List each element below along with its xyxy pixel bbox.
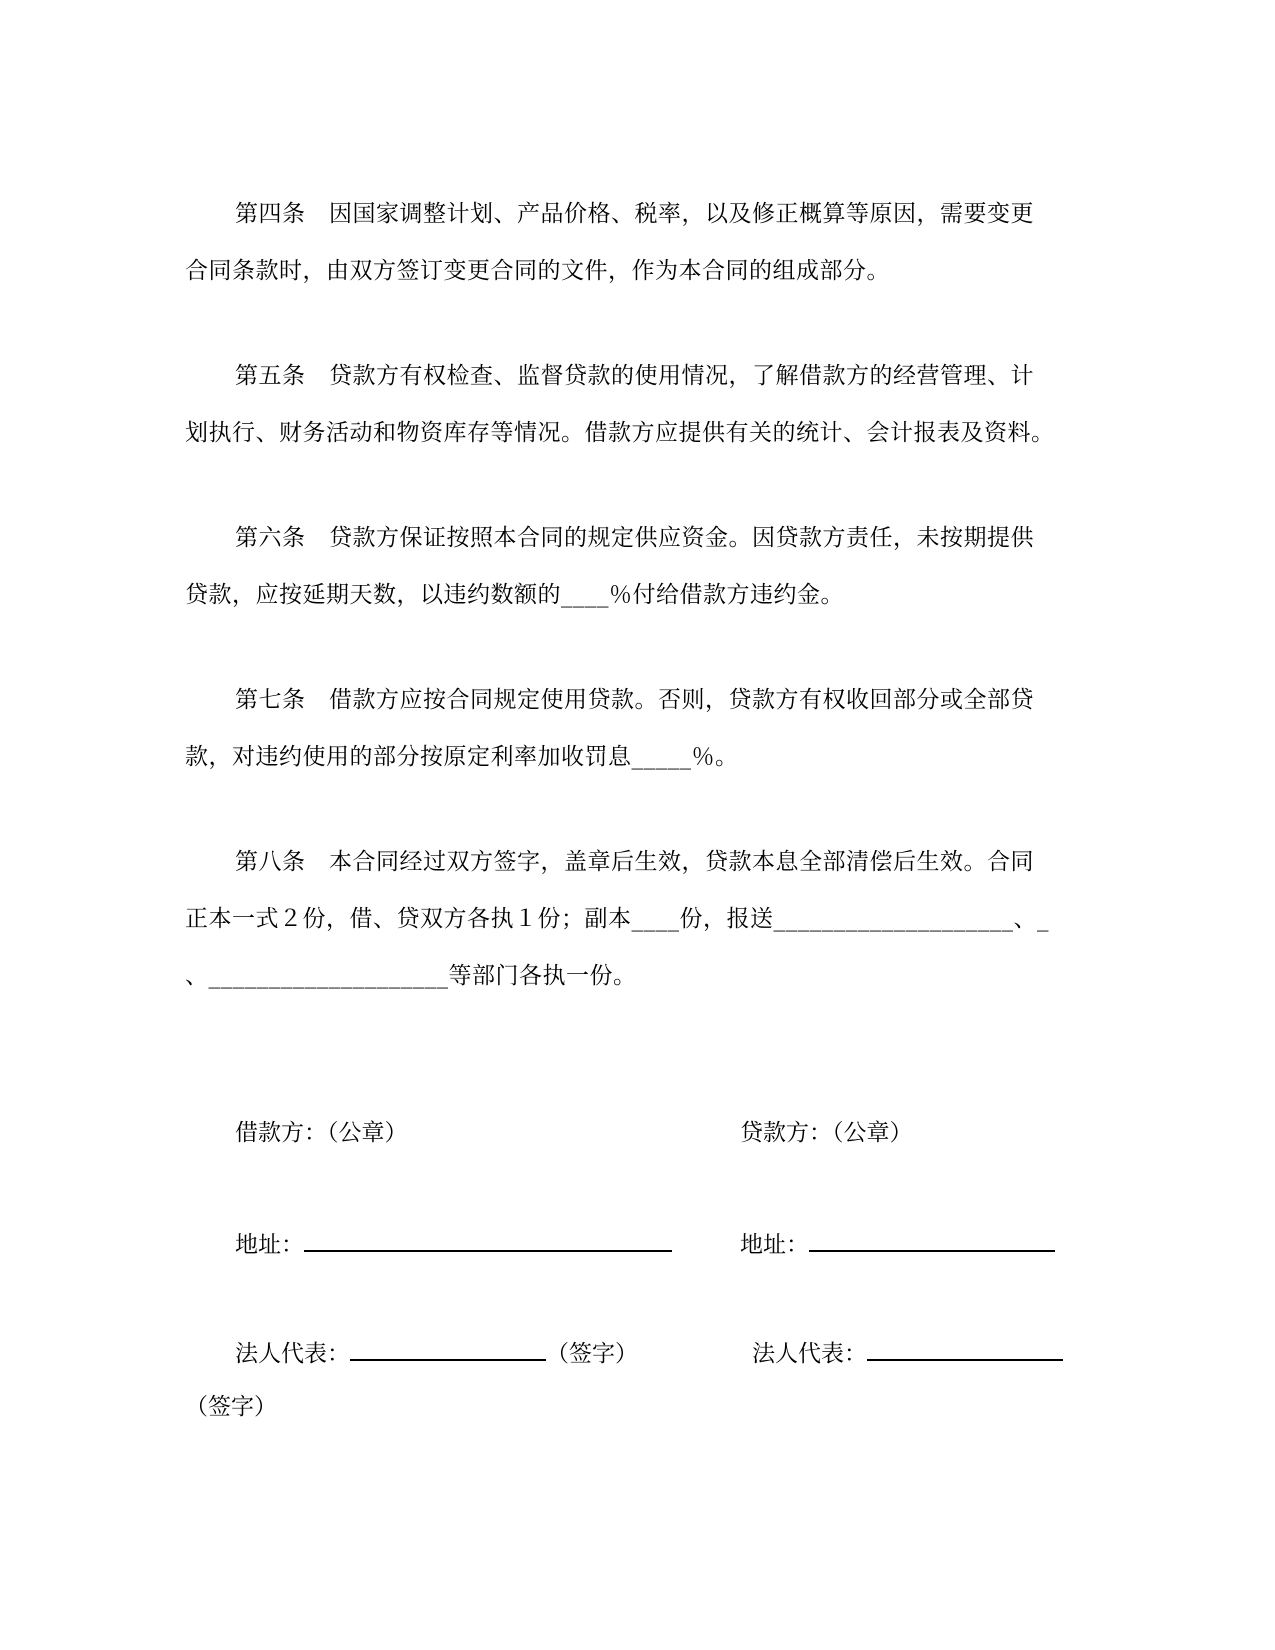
article-line: 第六条 贷款方保证按照本合同的规定供应资金。因贷款方责任，未按期提供 — [235, 525, 1034, 551]
lender-address — [740, 1228, 1055, 1260]
lender-rep-suffix: （签字） — [185, 1394, 277, 1420]
borrower-representative — [235, 1337, 638, 1369]
article-line: 正本一式２份，借、贷双方各执１份；副本____份，报送____________________、_ — [185, 906, 1049, 932]
article-4 — [185, 186, 1085, 300]
lender-seal-label: 贷款方：（公章） — [740, 1120, 913, 1146]
article-line: 第四条 因国家调整计划、产品价格、税率，以及修正概算等原因，需要变更 — [235, 201, 1034, 227]
article-line: 第八条 本合同经过双方签字，盖章后生效，贷款本息全部清偿后生效。合同 — [235, 849, 1034, 875]
article-5 — [185, 348, 1085, 462]
article-8 — [185, 834, 1085, 1005]
borrower-rep-suffix: （签字） — [546, 1341, 638, 1367]
article-7 — [185, 672, 1085, 786]
article-6 — [185, 510, 1085, 624]
article-line: 第五条 贷款方有权检查、监督贷款的使用情况，了解借款方的经营管理、计 — [235, 363, 1034, 389]
lender-representative — [752, 1337, 1063, 1369]
article-line: 第七条 借款方应按合同规定使用贷款。否则，贷款方有权收回部分或全部贷 — [235, 687, 1034, 713]
article-line: 贷款，应按延期天数，以违约数额的____％付给借款方违约金。 — [185, 582, 844, 608]
borrower-rep-line[interactable] — [350, 1337, 546, 1361]
borrower-address-label: 地址： — [235, 1232, 304, 1258]
borrower-rep-label: 法人代表： — [235, 1341, 350, 1367]
article-line: 划执行、财务活动和物资库存等情况。借款方应提供有关的统计、会计报表及资料。 — [185, 420, 1055, 446]
lender-address-label: 地址： — [740, 1232, 809, 1258]
lender-rep-label: 法人代表： — [752, 1341, 867, 1367]
lender-address-line[interactable] — [809, 1228, 1055, 1252]
borrower-seal-label: 借款方：（公章） — [235, 1120, 408, 1146]
article-line: 、____________________等部门各执一份。 — [185, 963, 637, 989]
borrower-address — [235, 1228, 672, 1260]
borrower-address-line[interactable] — [304, 1228, 672, 1252]
article-line: 款，对违约使用的部分按原定利率加收罚息_____％。 — [185, 744, 739, 770]
lender-rep-line[interactable] — [867, 1337, 1063, 1361]
article-line: 合同条款时，由双方签订变更合同的文件，作为本合同的组成部分。 — [185, 258, 890, 284]
